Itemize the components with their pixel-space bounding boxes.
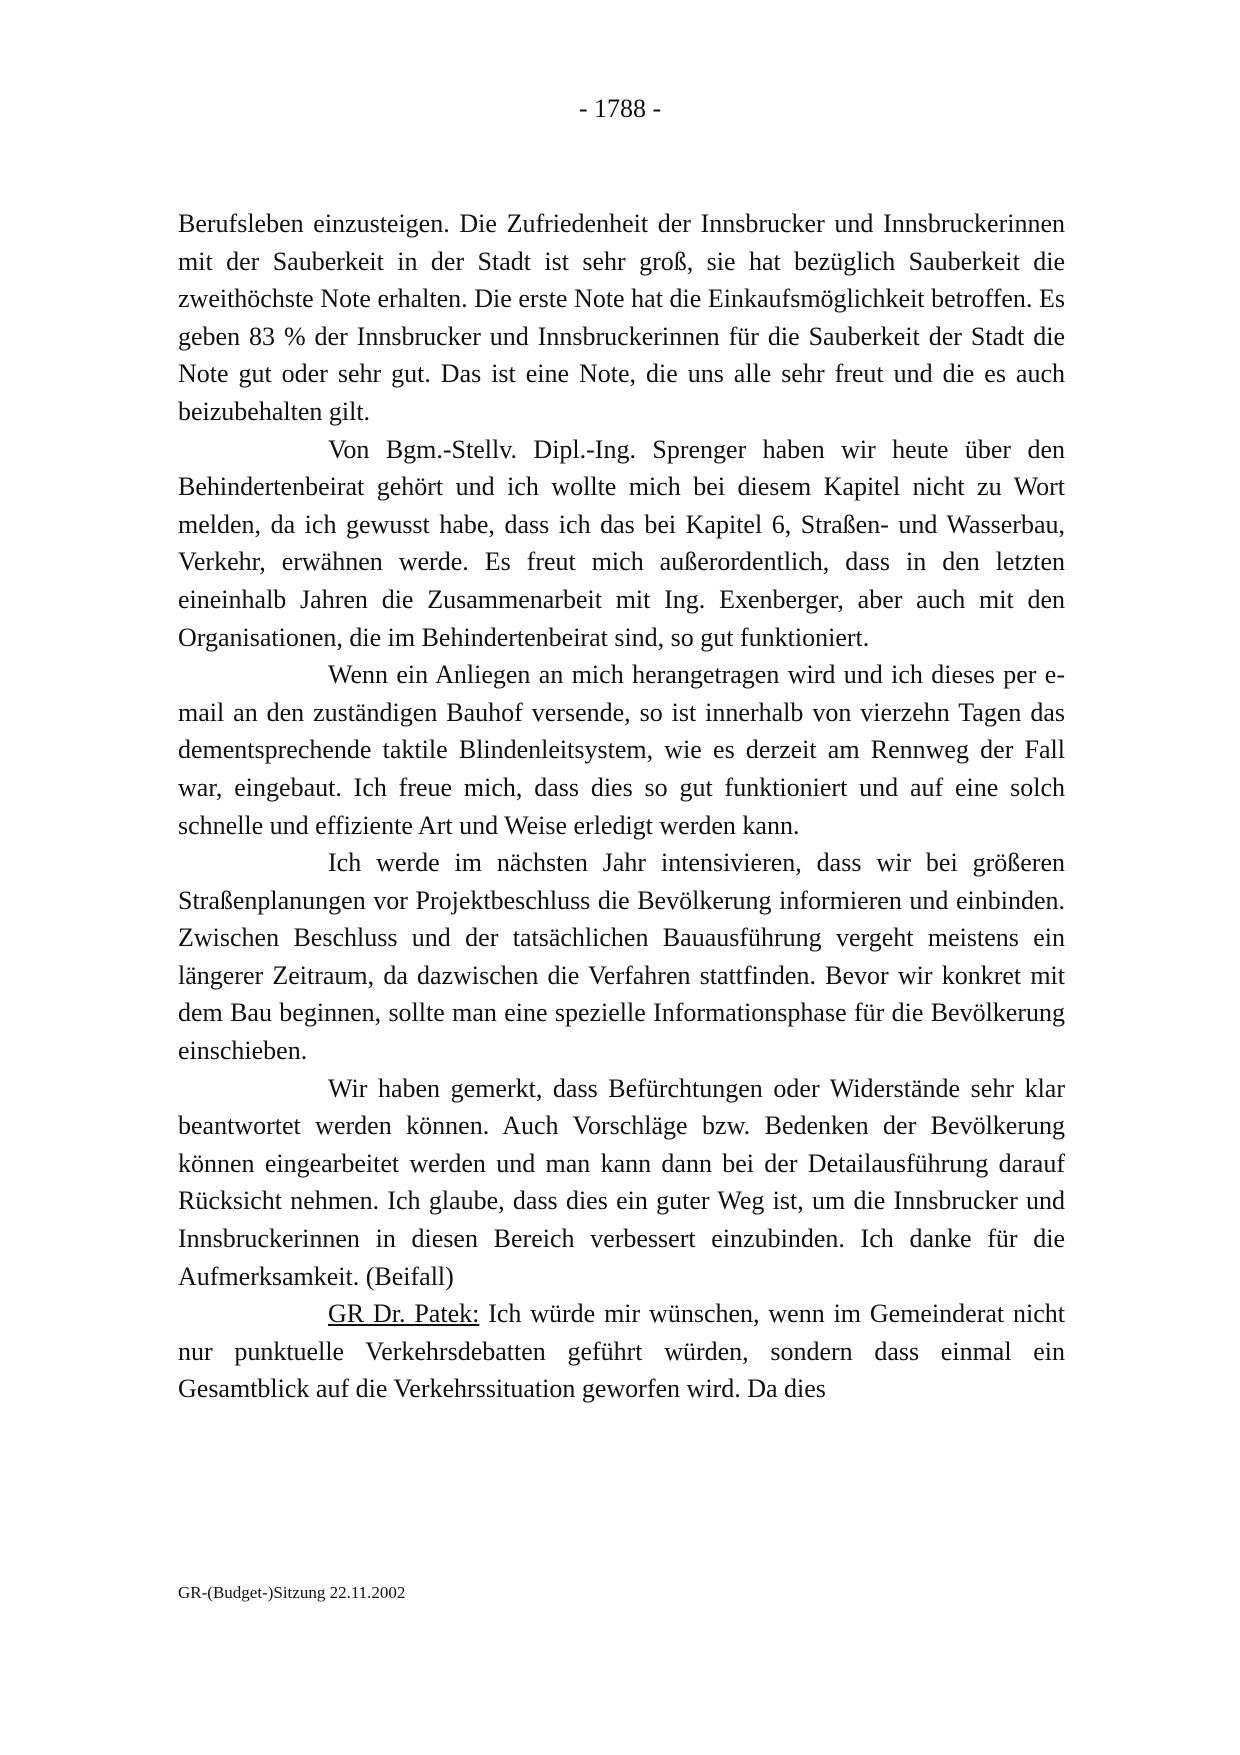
speech-text: Ich würde mir wünschen, wenn im Gemeinderat nicht nur punktuelle Verkehrsdebatten geführt würden, sondern dass einmal ein Gesamtblick auf die Verkehrssituation geworfen wird. Da dies: [178, 1299, 1065, 1404]
page-number: - 1788 -: [578, 94, 662, 123]
body-text: [178, 205, 1065, 1408]
paragraph: Von Bgm.-Stellv. Dipl.-Ing. Sprenger haben wir heute über den Behindertenbeirat gehört und ich wollte mich bei diesem Kapitel nicht zu Wort melden, da ich gewusst habe, dass ich das bei Kapitel 6, Straßen- und Wasserbau, Verkehr, erwähnen werde. Es freut mich außerordentlich, dass in den letzten eineinhalb Jahren die Zusammenarbeit mit Ing. Exenberger, aber auch mit den Organisationen, die im Behindertenbeirat sind, so gut funktioniert.: [178, 434, 1065, 652]
footer: GR-(Budget-)Sitzung 22.11.2002: [178, 1583, 406, 1602]
speaker-name: GR Dr. Patek:: [328, 1299, 480, 1329]
paragraph: Berufsleben einzusteigen. Die Zufriedenheit der Innsbrucker und Innsbruckerinnen mit der Sauberkeit in der Stadt ist sehr groß, sie hat bezüglich Sauberkeit die zweithöchste Note erhalten. Die erste Note hat die Einkaufsmöglichkeit betroffen. Es geben 83 % der Innsbrucker und Innsbruckerinnen für die Sauberkeit der Stadt die Note gut oder sehr gut. Das ist eine Note, die uns alle sehr freut und die es auch beizubehalten gilt.: [178, 209, 1065, 426]
paragraph: Ich werde im nächsten Jahr intensivieren, dass wir bei größeren Straßenplanungen vor Projektbeschluss die Bevölkerung informieren und einbinden. Zwischen Beschluss und der tatsächlichen Bauausführung vergeht meistens ein längerer Zeitraum, da dazwischen die Verfahren stattfinden. Bevor wir konkret mit dem Bau beginnen, sollte man eine spezielle Informationsphase für die Bevölkerung einschieben.: [178, 848, 1065, 1066]
paragraph: Wenn ein Anliegen an mich herangetragen wird und ich dieses per e-mail an den zuständigen Bauhof versende, so ist innerhalb von vierzehn Tagen das dementsprechende taktile Blindenleitsystem, wie es derzeit am Rennweg der Fall war, eingebaut. Ich freue mich, dass dies so gut funktioniert und auf eine solch schnelle und effiziente Art und Weise erledigt werden kann.: [178, 660, 1065, 840]
paragraph: [178, 1295, 1065, 1408]
paragraph: Wir haben gemerkt, dass Befürchtungen oder Widerstände sehr klar beantwortet werden können. Auch Vorschläge bzw. Bedenken der Bevölkerung können eingearbeitet werden und man kann dann bei der Detailausführung darauf Rücksicht nehmen. Ich glaube, dass dies ein guter Weg ist, um die Innsbrucker und Innsbruckerinnen in diesen Bereich verbessert einzubinden. Ich danke für die Aufmerksamkeit. (Beifall): [178, 1073, 1065, 1291]
